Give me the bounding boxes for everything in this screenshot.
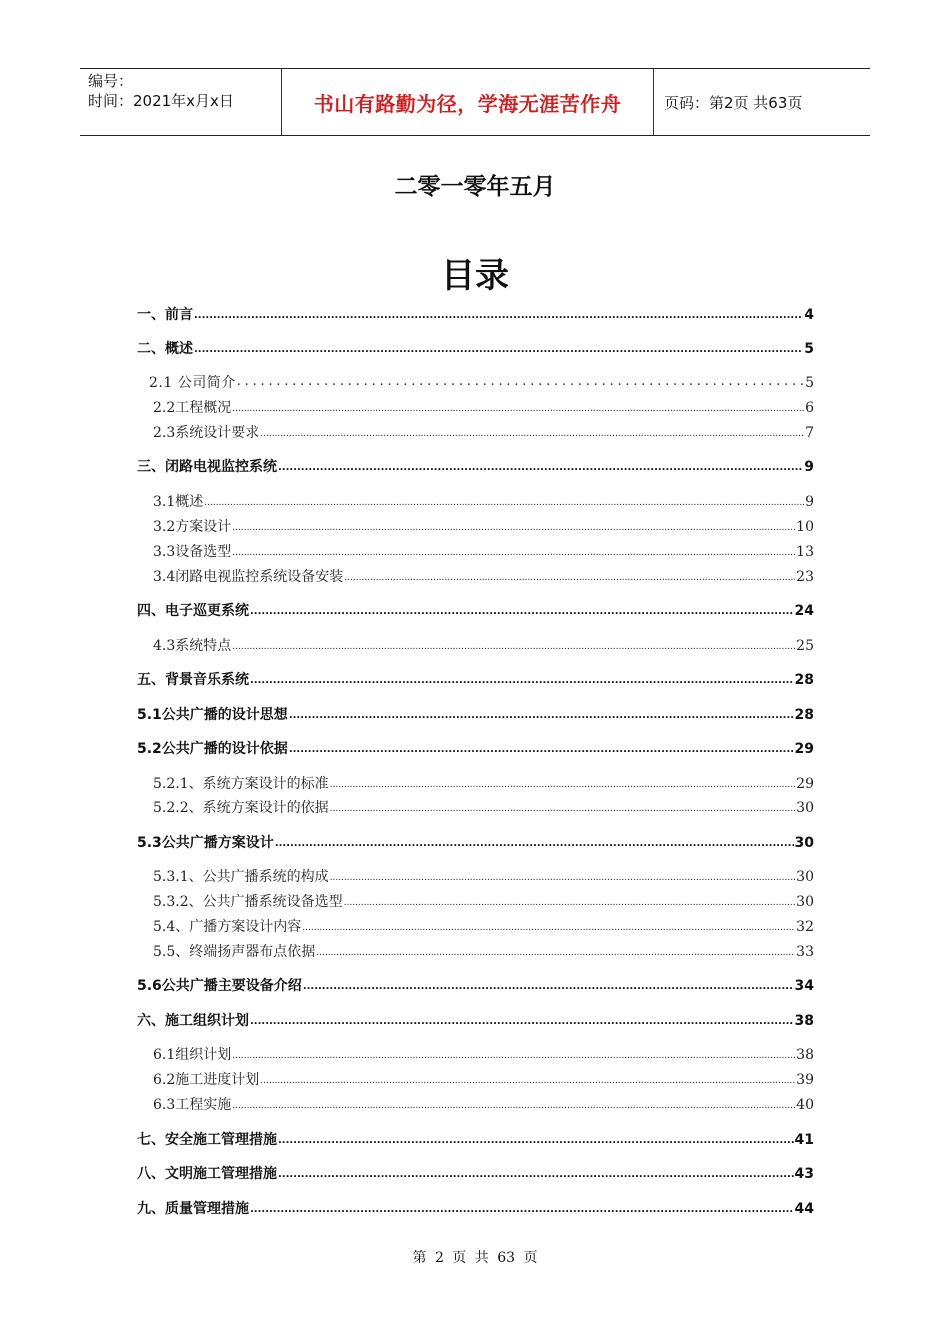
toc-entry-page: 5 — [805, 375, 814, 391]
document-number-label: 编号： — [88, 72, 134, 90]
toc-entry-title: 6.1组织计划 — [153, 1047, 232, 1063]
toc-entry-page: 32 — [796, 919, 814, 935]
toc-dot-leader — [330, 798, 796, 812]
toc-entry[interactable] — [137, 1094, 814, 1114]
toc-entry-page: 25 — [796, 638, 814, 654]
toc-entry-title: 5.1公共广播的设计思想 — [137, 707, 288, 723]
toc-dot-leader — [344, 567, 795, 581]
toc-entry-title: 八、文明施工管理措施 — [137, 1166, 277, 1182]
toc-entry[interactable] — [137, 566, 814, 586]
toc-entry-title: 四、电子巡更系统 — [137, 603, 249, 619]
toc-dot-leader — [344, 892, 796, 906]
toc-dot-leader — [289, 705, 794, 719]
toc-entry[interactable] — [137, 541, 814, 561]
toc-dot-leader — [232, 517, 795, 531]
header-motto: 书山有路勤为径，学海无涯苦作舟 — [313, 91, 622, 116]
toc-dot-leader — [237, 373, 804, 387]
toc-entry[interactable] — [137, 866, 814, 886]
toc-dot-leader — [302, 917, 795, 931]
toc-entry[interactable] — [137, 516, 814, 536]
toc-entry-title: 5.5、终端扬声器布点依据 — [153, 944, 316, 960]
toc-dot-leader — [278, 1164, 794, 1178]
toc-dot-leader — [260, 1070, 795, 1084]
toc-entry[interactable] — [137, 1069, 814, 1089]
toc-entry-page: 30 — [796, 800, 814, 816]
toc-entry-title: 九、质量管理措施 — [137, 1201, 249, 1217]
toc-dot-leader — [330, 867, 796, 881]
toc-dot-leader — [194, 339, 803, 353]
toc-entry-title: 5.6公共广播主要设备介绍 — [137, 978, 302, 994]
header-left-cell — [80, 69, 282, 135]
toc-entry-title: 5.3.1、公共广播系统的构成 — [153, 869, 329, 885]
toc-dot-leader — [289, 739, 794, 753]
toc-entry[interactable] — [137, 1129, 814, 1149]
toc-entry[interactable] — [137, 635, 814, 655]
toc-entry-page: 44 — [794, 1201, 814, 1217]
toc-dot-leader — [250, 1011, 794, 1025]
toc-dot-leader — [232, 542, 795, 556]
toc-dot-leader — [232, 398, 804, 412]
toc-dot-leader — [278, 1130, 794, 1144]
toc-entry-title: 3.2方案设计 — [153, 519, 232, 535]
toc-entry[interactable] — [137, 797, 814, 817]
toc-entry[interactable] — [137, 941, 814, 961]
toc-entry[interactable] — [137, 491, 814, 511]
toc-entry[interactable] — [137, 600, 814, 620]
toc-entry-title: 6.2施工进度计划 — [153, 1072, 260, 1088]
toc-entry-title: 3.4闭路电视监控系统设备安装 — [153, 569, 344, 585]
toc-entry-page: 6 — [805, 400, 814, 416]
toc-dot-leader — [278, 457, 803, 471]
toc-dot-leader — [330, 774, 796, 788]
toc-entry-title: 5.2公共广播的设计依据 — [137, 741, 288, 757]
toc-entry-title: 六、施工组织计划 — [137, 1013, 249, 1029]
page-footer: 第 2 页 共 63 页 — [412, 1250, 538, 1266]
toc-dot-leader — [316, 942, 795, 956]
toc-entry-page: 30 — [796, 869, 814, 885]
toc-entry-page: 30 — [794, 835, 814, 851]
toc-entry[interactable] — [137, 1163, 814, 1183]
toc-title: 目录 — [441, 256, 509, 296]
toc-dot-leader — [250, 601, 794, 615]
toc-entry-title: 2.1 公司简介 — [149, 375, 236, 391]
toc-entry[interactable] — [137, 832, 814, 852]
header-page-cell — [654, 69, 870, 135]
toc-entry-title: 3.3设备选型 — [153, 544, 232, 560]
document-time-label: 时间：2021年x月x日 — [88, 92, 234, 110]
toc-entry-page: 38 — [796, 1047, 814, 1063]
toc-entry-page: 9 — [805, 494, 814, 510]
toc-entry[interactable] — [137, 422, 814, 442]
toc-dot-leader — [275, 833, 794, 847]
toc-dot-leader — [232, 1045, 795, 1059]
header-page-info: 页码：第2页 共63页 — [664, 93, 803, 112]
toc-entry-page: 9 — [804, 459, 814, 475]
toc-entry-title: 2.2工程概况 — [153, 400, 232, 416]
toc-entry-page: 10 — [796, 519, 814, 535]
toc-entry-title: 5.3公共广播方案设计 — [137, 835, 274, 851]
toc-entry-page: 41 — [794, 1132, 814, 1148]
toc-entry-page: 38 — [794, 1013, 814, 1029]
date-title: 二零一零年五月 — [394, 174, 556, 200]
toc-entry[interactable] — [137, 975, 814, 995]
toc-entry-title: 2.3系统设计要求 — [153, 425, 260, 441]
toc-entry-page: 13 — [796, 544, 814, 560]
toc-entry-title: 一、前言 — [137, 307, 193, 323]
page-header — [80, 68, 870, 136]
toc-entry-page: 23 — [796, 569, 814, 585]
toc-entry[interactable] — [137, 1010, 814, 1030]
toc-entry[interactable] — [137, 916, 814, 936]
toc-dot-leader — [250, 1199, 794, 1213]
toc-entry-page: 34 — [794, 978, 814, 994]
toc-entry[interactable] — [137, 397, 814, 417]
toc-entry-page: 24 — [794, 603, 814, 619]
toc-entry-title: 5.2.2、系统方案设计的依据 — [153, 800, 329, 816]
toc-dot-leader — [204, 492, 804, 506]
toc-entry[interactable] — [137, 1044, 814, 1064]
toc-entry-title: 5.3.2、公共广播系统设备选型 — [153, 894, 343, 910]
toc-entry-page: 5 — [804, 341, 814, 357]
toc-entry[interactable] — [137, 338, 814, 358]
toc-dot-leader — [232, 1095, 795, 1109]
toc-entry[interactable] — [137, 372, 814, 392]
toc-entry-page: 40 — [796, 1097, 814, 1113]
toc-entry-title: 五、背景音乐系统 — [137, 672, 249, 688]
toc-entry-title: 三、闭路电视监控系统 — [137, 459, 277, 475]
toc-entry[interactable] — [137, 456, 814, 476]
toc-entry-page: 33 — [796, 944, 814, 960]
toc-dot-leader — [194, 305, 803, 319]
toc-entry-title: 5.4、广播方案设计内容 — [153, 919, 302, 935]
toc-entry-page: 28 — [794, 707, 814, 723]
toc-entry-page: 30 — [796, 894, 814, 910]
header-motto-cell — [282, 69, 654, 135]
toc-entry[interactable] — [137, 1198, 814, 1218]
toc-entry[interactable] — [137, 773, 814, 793]
toc-entry[interactable] — [137, 738, 814, 758]
toc-entry-title: 4.3系统特点 — [153, 638, 232, 654]
toc-dot-leader — [250, 670, 794, 684]
toc-dot-leader — [260, 423, 804, 437]
toc-entry-title: 5.2.1、系统方案设计的标准 — [153, 776, 329, 792]
toc-entry-page: 29 — [794, 741, 814, 757]
toc-dot-leader — [232, 636, 795, 650]
toc-entry[interactable] — [137, 704, 814, 724]
toc-entry-page: 29 — [796, 776, 814, 792]
toc-entry[interactable] — [137, 891, 814, 911]
toc-entry-page: 39 — [796, 1072, 814, 1088]
toc-entry-title: 七、安全施工管理措施 — [137, 1132, 277, 1148]
toc-entry-page: 7 — [805, 425, 814, 441]
toc-entry-page: 28 — [794, 672, 814, 688]
toc-entry-title: 6.3工程实施 — [153, 1097, 232, 1113]
toc-entry[interactable] — [137, 304, 814, 324]
toc-entry[interactable] — [137, 669, 814, 689]
toc-dot-leader — [303, 976, 794, 990]
toc-entry-page: 4 — [804, 307, 814, 323]
toc-entry-title: 二、概述 — [137, 341, 193, 357]
toc-entry-title: 3.1概述 — [153, 494, 204, 510]
toc-entry-page: 43 — [794, 1166, 814, 1182]
